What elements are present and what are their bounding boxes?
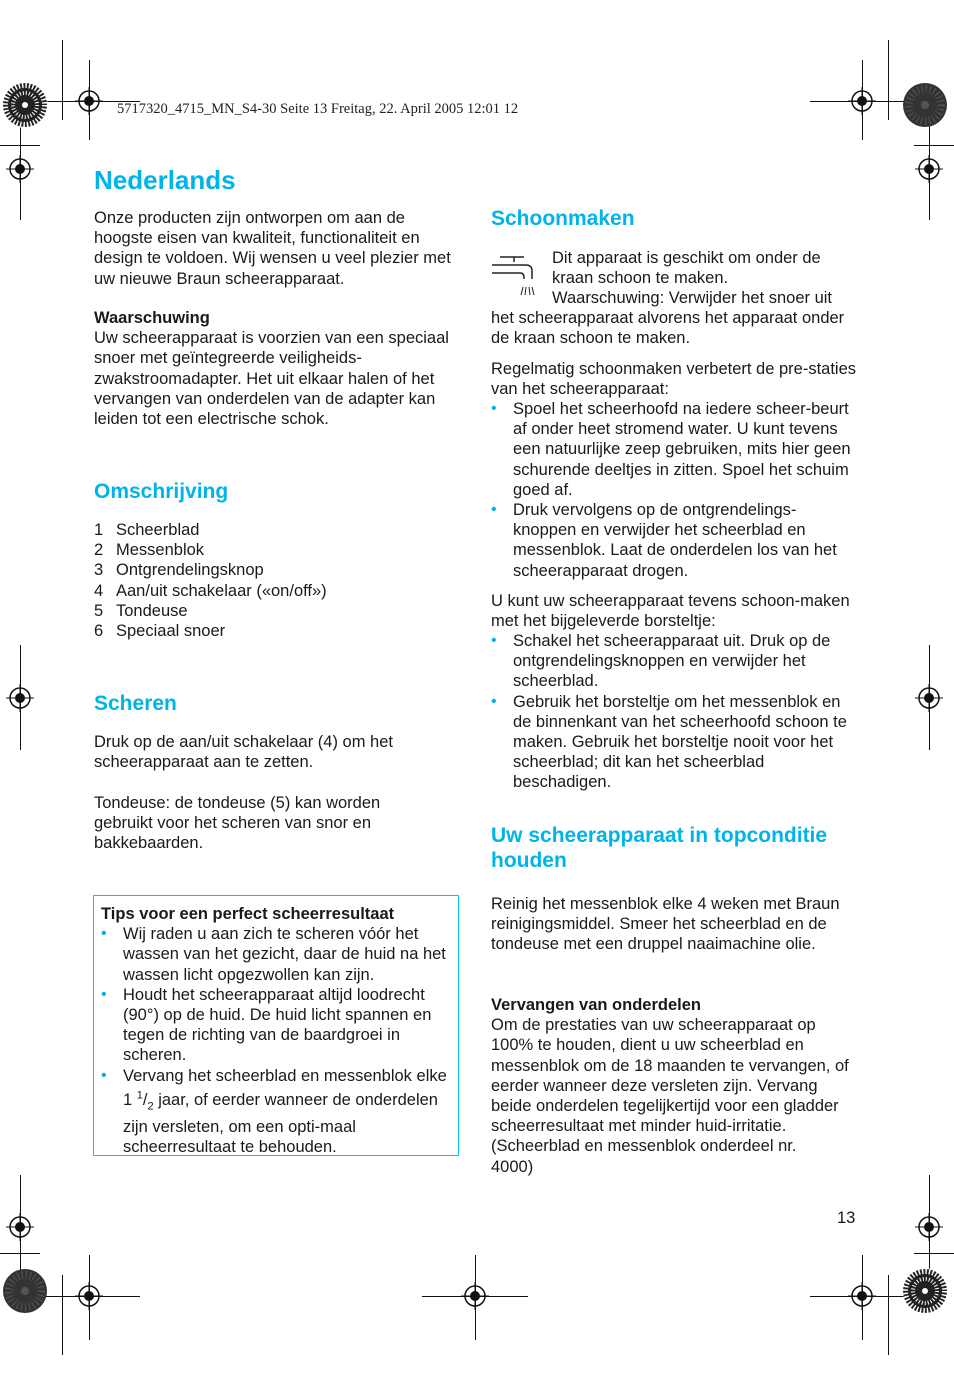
item-label: Speciaal snoer — [116, 622, 226, 641]
list-item — [491, 399, 857, 500]
registration-mark-icon — [915, 1213, 943, 1241]
list-item — [491, 631, 857, 692]
registration-mark-icon — [461, 1282, 489, 1310]
item-label: Tondeuse — [116, 601, 188, 620]
item-number: 1 — [94, 521, 104, 539]
bullet-icon: • — [491, 632, 497, 649]
registration-mark-icon — [915, 155, 943, 183]
sunburst-mark-icon — [2, 1268, 48, 1314]
tips-list — [101, 924, 451, 1157]
tips-heading: Tips voor een perfect scheerresultaat — [101, 905, 395, 923]
sunburst-mark-icon — [902, 1268, 948, 1314]
item-number: 4 — [94, 581, 104, 600]
shaving-paragraph-1: Druk op de aan/uit schakelaar (4) om het scheerapparaat aan te zetten. — [94, 733, 393, 772]
parts-list — [94, 520, 460, 641]
list-item — [101, 985, 451, 1066]
cleaning-warning-line: Waarschuwing: Verwijder het snoer uit — [552, 289, 833, 307]
maintenance-heading: Uw scheerapparaat in topconditie houden — [491, 824, 828, 872]
item-number: 5 — [94, 601, 104, 620]
warning-section — [94, 308, 460, 429]
tip-text-3: Vervang het scheerblad en messenblok elke 1 $^1/_2$ jaar, of eerder wanneer de onderdelen zijn versleten, om een opti-maal scheerresultaat te behouden. — [123, 1066, 447, 1157]
cleaning-paragraph-1: Regelmatig schoonmaken verbetert de pre-staties van het scheerapparaat: — [491, 360, 857, 399]
list-item — [94, 601, 460, 621]
faucet-icon — [490, 249, 542, 299]
registration-mark-icon — [848, 87, 876, 115]
shaving-heading: Scheren — [94, 692, 177, 715]
description-heading: Omschrijving — [94, 480, 229, 503]
replacement-text: Om de prestaties van uw scheerapparaat op 100% te houden, dient u uw scheerblad en messenblok om de 18 maanden te vervangen, of eerder wanneer deze versleten zijn. Vervang beide onderdelen tegelijkertijd voor een gladder scheerresultaat met minder huid-irritatie. — [491, 1016, 849, 1136]
cleaning-step: Schakel het scheerapparaat uit. Druk op de ontgrendelingsknoppen en verwijder het scheerblad. — [513, 632, 831, 691]
cleaning-list-2 — [491, 631, 857, 793]
bullet-icon: • — [101, 1066, 107, 1084]
sunburst-mark-icon — [2, 82, 48, 128]
registration-mark-icon — [6, 1213, 34, 1241]
list-item — [491, 500, 857, 581]
cleaning-list-1 — [491, 399, 857, 581]
page-number: 13 — [837, 1209, 856, 1227]
registration-mark-icon — [915, 684, 943, 712]
item-number: 6 — [94, 622, 104, 641]
bullet-icon: • — [491, 501, 497, 519]
sunburst-mark-icon — [902, 82, 948, 128]
item-number: 3 — [94, 561, 104, 580]
cleaning-intro: Dit apparaat is geschikt om onder de kraan schoon te maken. — [552, 249, 821, 288]
tip-text: Wij raden u aan zich te scheren vóór het wassen van het gezicht, daar de huid na het wassen licht opgezwollen kan zijn. — [123, 925, 446, 984]
shaving-paragraph-2: Tondeuse: de tondeuse (5) kan worden gebruikt voor het scheren van snor en bakkebaarden. — [94, 794, 381, 853]
warning-text: Uw scheerapparaat is voorzien van een speciaal snoer met geïntegreerde veiligheids-zwakstroomadapter. Het uit elkaar halen of het vervangen van onderdelen van de adapter kan leiden tot een electrische schok. — [94, 329, 449, 429]
list-item — [94, 540, 460, 560]
tips-box — [93, 895, 459, 1156]
bullet-icon: • — [491, 400, 497, 417]
item-label: Messenblok — [116, 541, 205, 560]
registration-mark-icon — [6, 155, 34, 183]
replacement-heading: Vervangen van onderdelen — [491, 996, 701, 1014]
item-label: Scheerblad — [116, 521, 200, 539]
item-label: Ontgrendelingsknop — [116, 561, 264, 580]
warning-heading: Waarschuwing — [94, 309, 210, 327]
list-item — [94, 581, 460, 601]
maintenance-paragraph: Reinig het messenblok elke 4 weken met Braun reinigingsmiddel. Smeer het scheerblad en de tondeuse met een druppel naaimachine olie. — [491, 895, 840, 954]
cleaning-step: Druk vervolgens op de ontgrendelings-knoppen en verwijder het scheerblad en messenblok. Laat de onderdelen los van het scheerapparaat drogen. — [513, 501, 837, 580]
intro-paragraph: Onze producten zijn ontworpen om aan de hoogste eisen van kwaliteit, functionaliteit en design te voldoen. Wij wensen u veel plezier met uw nieuwe Braun scheerapparaat. — [94, 209, 451, 288]
list-item — [94, 520, 460, 540]
list-item — [101, 924, 451, 985]
cleaning-step: Gebruik het borsteltje om het messenblok en de binnenkant van het scheerhoofd schoon te maken. Gebruik het borsteltje nooit voor het scheerblad; dit kan het scheerblad beschadigen. — [513, 692, 847, 792]
cleaning-heading: Schoonmaken — [491, 207, 635, 230]
print-header: 5717320_4715_MN_S4-30 Seite 13 Freitag, 22. April 2005 12:01 12 — [117, 101, 519, 117]
tip-text: Houdt het scheerapparaat altijd loodrecht (90°) op de huid. De huid licht spannen en tegen de richting van de baardgroei in scheren. — [123, 985, 432, 1065]
bullet-icon: • — [101, 985, 107, 1003]
cleaning-paragraph-2: U kunt uw scheerapparaat tevens schoon-maken met het bijgeleverde borsteltje: — [491, 592, 850, 631]
registration-mark-icon — [75, 87, 103, 115]
bullet-icon: • — [491, 692, 497, 710]
page-title: Nederlands — [94, 165, 236, 195]
registration-mark-icon — [75, 1282, 103, 1310]
list-item — [94, 560, 460, 580]
replacement-section — [491, 995, 859, 1177]
list-item — [491, 692, 857, 793]
bullet-icon: • — [101, 925, 107, 943]
registration-mark-icon — [848, 1282, 876, 1310]
registration-mark-icon — [6, 684, 34, 712]
list-item — [94, 621, 460, 641]
part-number: (Scheerblad en messenblok onderdeel nr. 4000) — [491, 1137, 797, 1176]
item-number: 2 — [94, 541, 104, 560]
cleaning-warning-rest: het scheerapparaat alvorens het apparaat onder de kraan schoon te maken. — [491, 309, 845, 348]
list-item — [101, 1066, 451, 1158]
item-label: Aan/uit schakelaar («on/off») — [116, 581, 327, 600]
cleaning-step: Spoel het scheerhoofd na iedere scheer-beurt af onder heet stromend water. U kunt tevens een natuurlijke zeep gebruiken, mits hier geen schurende deeltjes in zitten. Spoel het schuim goed af. — [513, 400, 851, 499]
